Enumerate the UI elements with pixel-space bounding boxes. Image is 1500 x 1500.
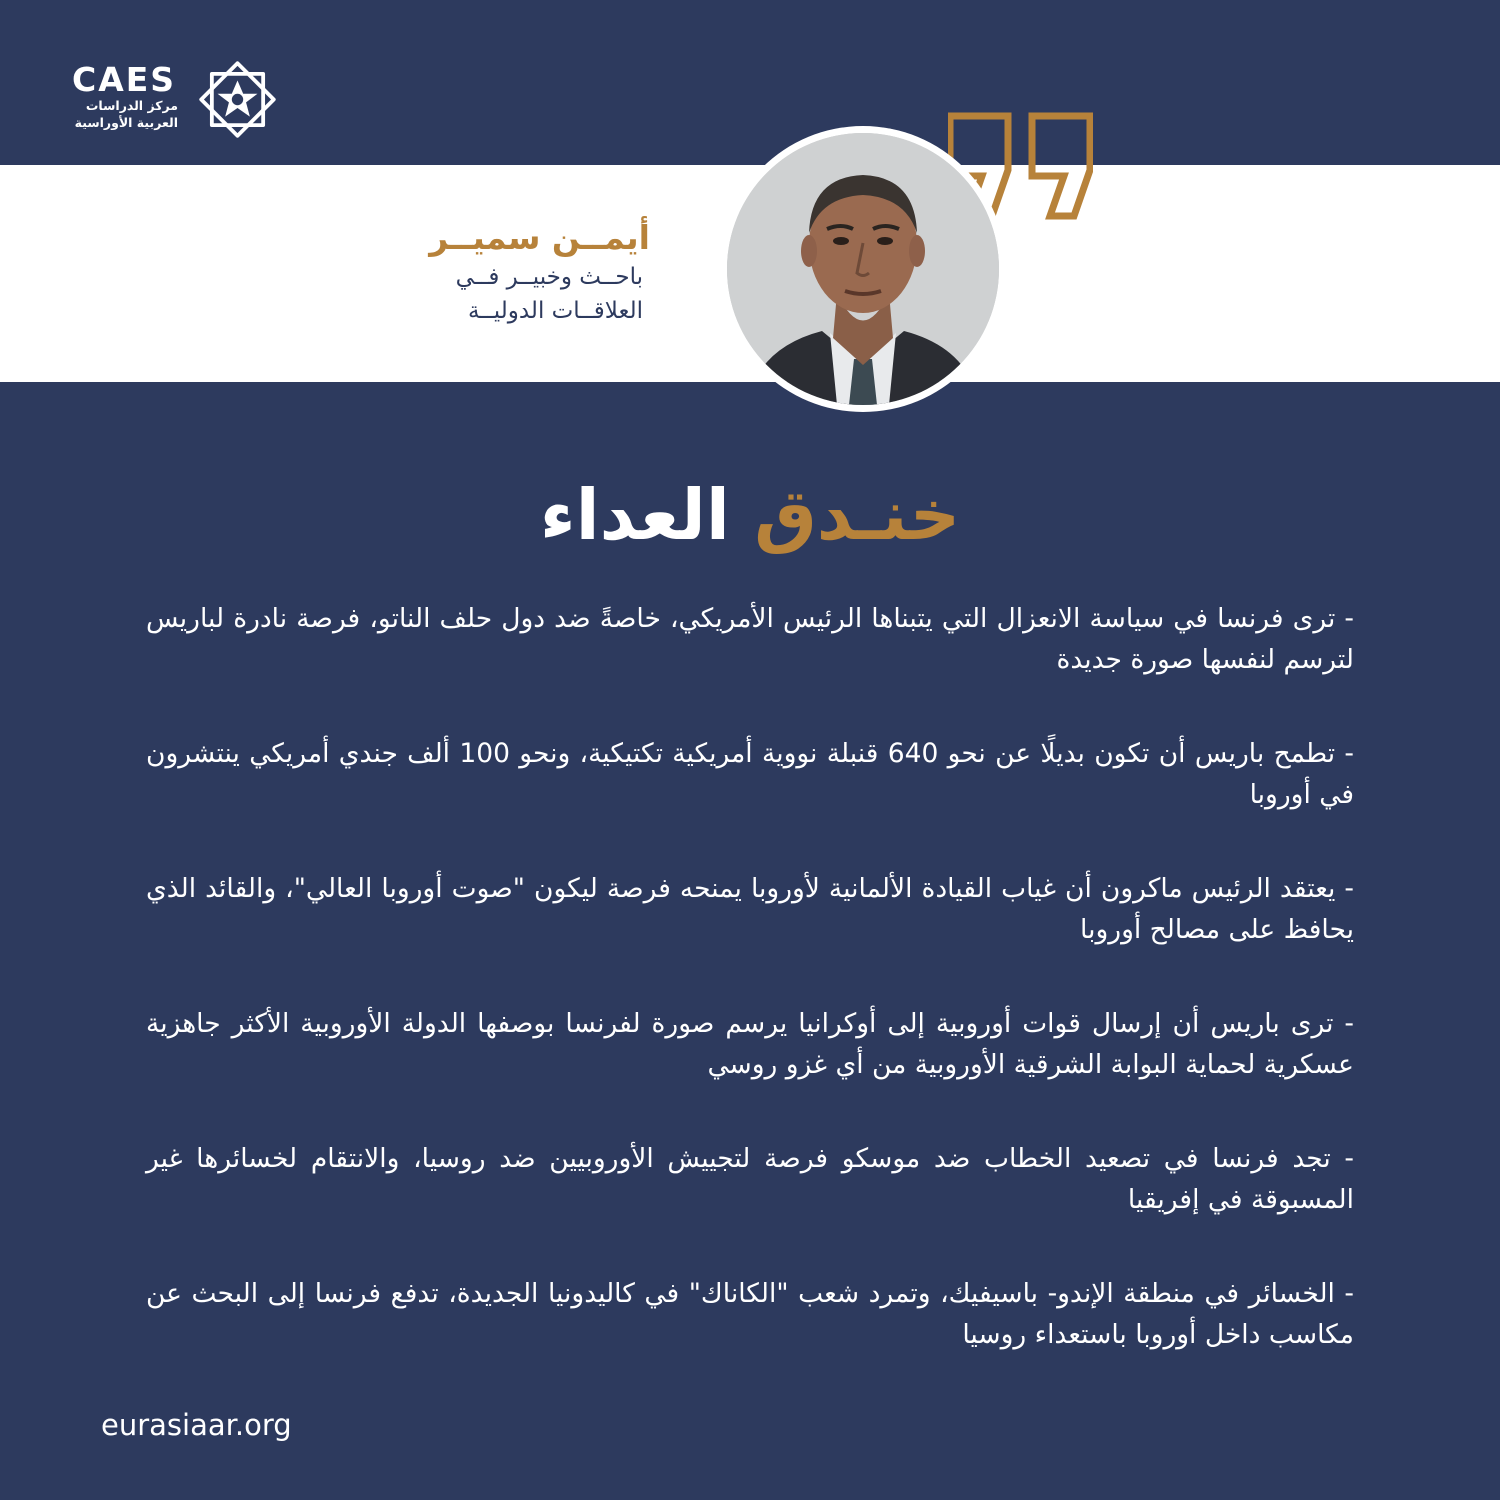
eight-point-star-icon [190, 52, 285, 147]
bullet-item: - يعتقد الرئيس ماكرون أن غياب القيادة الألمانية لأوروبا يمنحه فرصة ليكون "صوت أوروبا العالي"، والقائد الذي يحافظ على مصالح أوروبا [146, 873, 1354, 945]
bullet-item: - تجد فرنسا في تصعيد الخطاب ضد موسكو فرصة لتجييش الأوروبيين ضد روسيا، والانتقام لخسائرها غير المسبوقة في إفريقيا [146, 1143, 1354, 1215]
speaker-portrait-icon [727, 133, 999, 405]
logo-arabic-line1: مركز الدراسات [85, 98, 178, 113]
bullet-item: - الخسائر في منطقة الإندو- باسيفيك، وتمرد شعب "الكاناك" في كاليدونيا الجديدة، تدفع فرنسا إلى البحث عن مكاسب داخل أوروبا باستعداء روسيا [146, 1278, 1354, 1350]
caes-logo [72, 60, 287, 140]
bullet-item: - ترى باريس أن إرسال قوات أوروبية إلى أوكرانيا يرسم صورة لفرنسا بوصفها الدولة الأوروبية الأكثر جاهزية عسكرية لحماية البوابة الشرقية الأوروبية من أي غزو روسي [146, 1008, 1354, 1080]
logo-caes-text: CAES [72, 60, 177, 99]
bullet-item: - تطمح باريس أن تكون بديلًا عن نحو 640 قنبلة نووية أمريكية تكتيكية، ونحو 100 ألف جندي أمريكي ينتشرون في أوروبا [146, 738, 1354, 810]
speaker-role-line1: باحــث وخبيــر فــي [455, 264, 643, 290]
speaker-role-line2: العلاقــات الدوليــة [468, 298, 643, 324]
logo-arabic-line2: العربية الأوراسية [74, 115, 178, 130]
headline [0, 470, 1500, 560]
footer-website-url: eurasiaar.org [101, 1408, 292, 1442]
speaker-name: أيمــن سميــر [429, 218, 650, 257]
speaker-photo-frame [720, 126, 1006, 412]
headline-gold-word: خنـدق [754, 474, 961, 556]
headline-white-word: العداء [539, 474, 730, 556]
speaker-photo [727, 133, 999, 405]
bullet-item: - ترى فرنسا في سياسة الانعزال التي يتبناها الرئيس الأمريكي، خاصةً ضد دول حلف الناتو، فرصة نادرة لباريس لترسم لنفسها صورة جديدة [146, 603, 1354, 675]
bullet-list [146, 598, 1354, 1408]
